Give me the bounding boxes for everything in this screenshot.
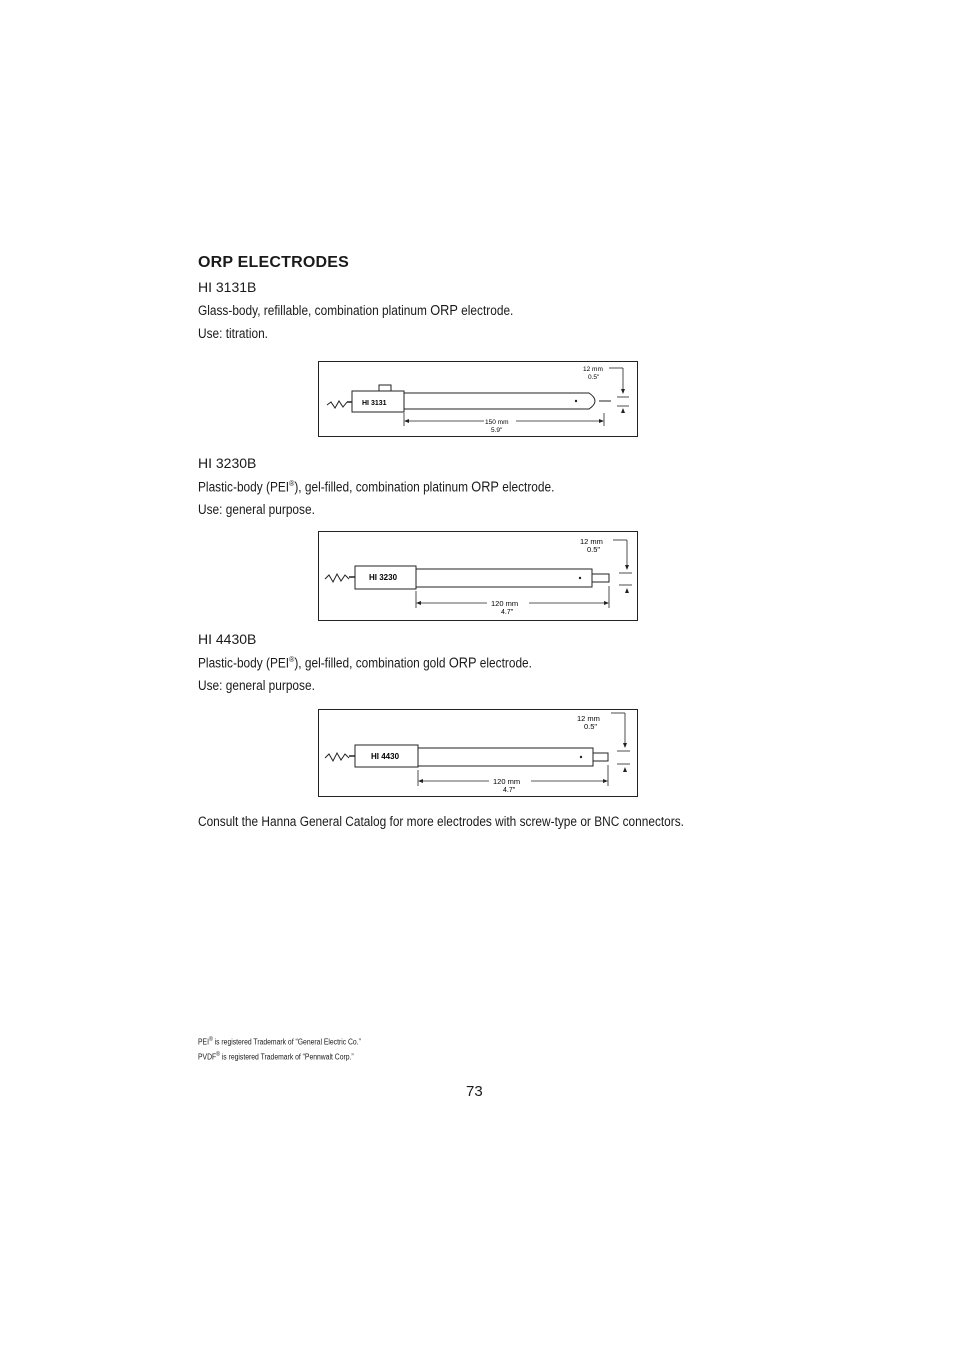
diameter-mm-2: 12 mm [580,537,603,546]
use-1: Use: titration. [198,326,268,341]
electrode-figure-1 [318,361,638,437]
electrode-figure-3 [318,709,638,797]
use-3: Use: general purpose. [198,678,315,693]
electrode-figure-2 [318,531,638,621]
page-number: 73 [466,1083,483,1100]
diameter-in-3: 0.5" [584,722,598,731]
electrode-label-3: HI 4430 [371,752,400,761]
consult-catalog-note: Consult the Hanna General Catalog for more electrodes with screw-type or BNC connectors. [198,814,684,829]
diameter-mm-3: 12 mm [577,714,600,723]
model-title-1: HI 3131B [198,279,257,295]
length-in-2: 4.7" [501,609,514,616]
description-1: Glass-body, refillable, combination platinum ORP electrode. [198,303,514,319]
use-2: Use: general purpose. [198,502,315,517]
length-in-3: 4.7" [503,787,516,794]
section-title: ORP ELECTRODES [198,254,349,271]
electrode-label-1: HI 3131 [362,400,387,407]
diameter-mm-1: 12 mm [583,366,603,373]
electrode-label-2: HI 3230 [369,573,398,582]
description-3: Plastic-body (PEI®), gel-filled, combination gold ORP electrode. [198,655,532,672]
length-mm-3: 120 mm [493,777,521,786]
diameter-in-2: 0.5" [587,545,601,554]
model-title-2: HI 3230B [198,455,257,471]
length-in-1: 5.9" [491,427,503,434]
description-2: Plastic-body (PEI®), gel-filled, combination platinum ORP electrode. [198,479,555,496]
length-mm-2: 120 mm [491,599,519,608]
footnote-pei: PEI® is registered Trademark of “General Electric Co.” [198,1037,361,1047]
length-mm-1: 150 mm [485,419,509,426]
footnote-pvdf: PVDF® is registered Trademark of “Pennwalt Corp.” [198,1052,354,1062]
diameter-in-1: 0.5" [588,374,600,381]
model-title-3: HI 4430B [198,631,257,647]
